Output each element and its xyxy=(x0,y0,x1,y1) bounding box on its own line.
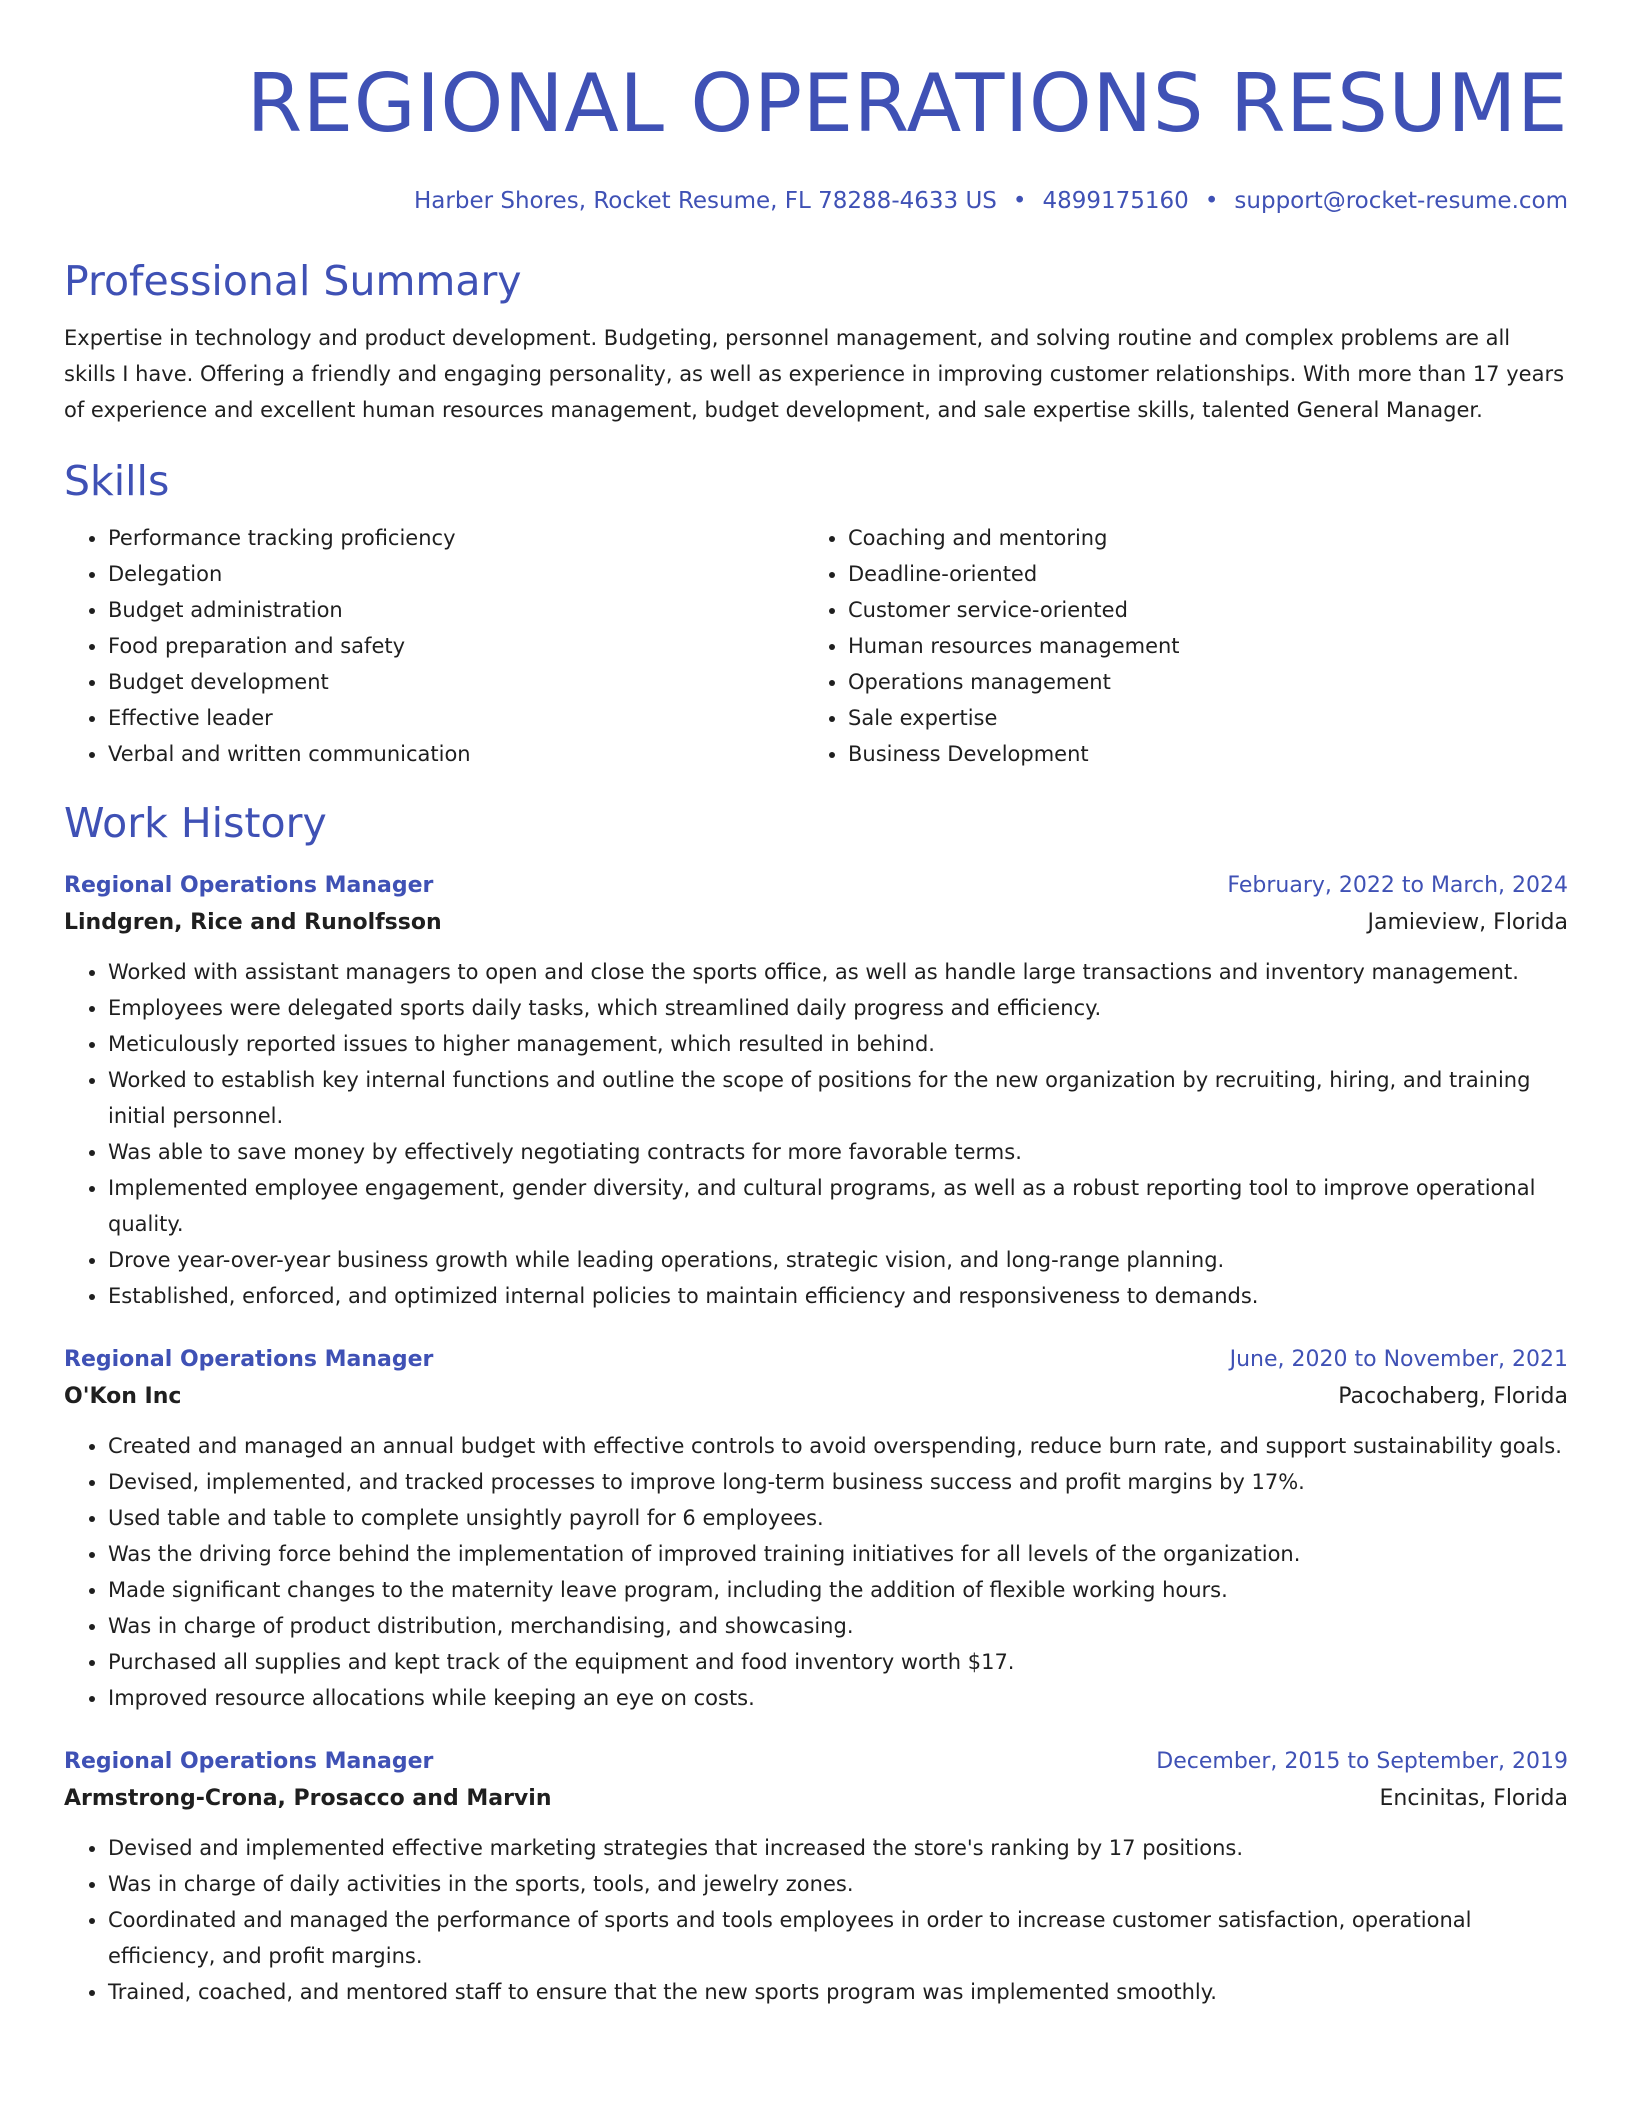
job-bullet: • Was able to save money by effectively negotiating contracts for more favorable terms. xyxy=(108,1134,1568,1170)
skill-item: • Customer service-oriented xyxy=(848,592,1544,628)
work-history-heading: Work History xyxy=(64,799,327,847)
skill-item: • Food preparation and safety xyxy=(108,628,804,664)
job-bullet: • Made significant changes to the maternity leave program, including the addition of flexible working hours. xyxy=(108,1572,1568,1608)
contact-line xyxy=(64,186,1568,216)
contact-separator: • xyxy=(1012,188,1027,214)
job-bullet: • Worked with assistant managers to open and close the sports office, as well as handle large transactions and inventory management. xyxy=(108,954,1568,990)
job-title: Regional Operations Manager xyxy=(64,1347,434,1372)
skill-item: • Verbal and written communication xyxy=(108,736,804,772)
job-bullet: • Was the driving force behind the implementation of improved training initiatives for all levels of the organization. xyxy=(108,1536,1568,1572)
resume-header xyxy=(64,56,1568,216)
job-title-row xyxy=(64,1744,1568,1780)
job-bullet: • Coordinated and managed the performance of sports and tools employees in order to increase customer satisfaction, operational efficiency, and profit margins. xyxy=(108,1902,1568,1974)
job-bullet: • Devised and implemented effective marketing strategies that increased the store's ranking by 17 positions. xyxy=(108,1830,1568,1866)
skill-item: • Delegation xyxy=(108,556,804,592)
job-bullet: • Devised, implemented, and tracked processes to improve long-term business success and profit margins by 17%. xyxy=(108,1464,1568,1500)
job-location: Jamieview, Florida xyxy=(1367,910,1568,935)
skill-item: • Performance tracking proficiency xyxy=(108,520,804,556)
skill-item: • Operations management xyxy=(848,664,1544,700)
contact-address: Harber Shores, Rocket Resume, FL 78288-4633 US xyxy=(414,188,997,214)
job-entry xyxy=(64,1744,1568,2010)
job-location: Pacochaberg, Florida xyxy=(1338,1384,1568,1409)
contact-separator: • xyxy=(1204,188,1219,214)
summary-heading: Professional Summary xyxy=(64,257,522,305)
job-bullets xyxy=(64,954,1568,1314)
job-bullet: • Was in charge of product distribution, merchandising, and showcasing. xyxy=(108,1608,1568,1644)
job-bullets xyxy=(64,1428,1568,1716)
job-company: O'Kon Inc xyxy=(64,1384,182,1409)
job-entry xyxy=(64,1342,1568,1716)
job-title-row xyxy=(64,868,1568,904)
job-company: Armstrong-Crona, Prosacco and Marvin xyxy=(64,1786,552,1811)
job-company-row xyxy=(64,1780,1568,1818)
skills-heading: Skills xyxy=(64,457,170,505)
resume-title: REGIONAL OPERATIONS RESUME xyxy=(246,57,1568,150)
skill-item: • Budget administration xyxy=(108,592,804,628)
skill-item: • Business Development xyxy=(848,736,1544,772)
skills-list xyxy=(64,520,1568,772)
skill-item: • Effective leader xyxy=(108,700,804,736)
skill-item: • Budget development xyxy=(108,664,804,700)
skill-item: • Human resources management xyxy=(848,628,1544,664)
job-bullet: • Used table and table to complete unsightly payroll for 6 employees. xyxy=(108,1500,1568,1536)
job-bullet: • Trained, coached, and mentored staff to ensure that the new sports program was implemented smoothly. xyxy=(108,1974,1568,2010)
job-bullet: • Created and managed an annual budget with effective controls to avoid overspending, reduce burn rate, and support sustainability goals. xyxy=(108,1428,1568,1464)
job-bullet: • Employees were delegated sports daily tasks, which streamlined daily progress and efficiency. xyxy=(108,990,1568,1026)
contact-phone: 4899175160 xyxy=(1042,188,1189,214)
job-title-row xyxy=(64,1342,1568,1378)
job-entry xyxy=(64,868,1568,1314)
job-bullet: • Implemented employee engagement, gender diversity, and cultural programs, as well as a robust reporting tool to improve operational quality. xyxy=(108,1170,1568,1242)
job-bullet: • Meticulously reported issues to higher management, which resulted in behind. xyxy=(108,1026,1568,1062)
job-company-row xyxy=(64,904,1568,942)
skills-column-left xyxy=(64,520,804,772)
job-dates: June, 2020 to November, 2021 xyxy=(1229,1347,1568,1372)
job-company-row xyxy=(64,1378,1568,1416)
job-bullet: • Worked to establish key internal functions and outline the scope of positions for the new organization by recruiting, hiring, and training initial personnel. xyxy=(108,1062,1568,1134)
skill-item: • Coaching and mentoring xyxy=(848,520,1544,556)
job-bullets xyxy=(64,1830,1568,2010)
job-dates: February, 2022 to March, 2024 xyxy=(1227,873,1568,898)
job-bullet: • Was in charge of daily activities in the sports, tools, and jewelry zones. xyxy=(108,1866,1568,1902)
job-location: Encinitas, Florida xyxy=(1379,1786,1568,1811)
job-bullet: • Purchased all supplies and kept track of the equipment and food inventory worth $17. xyxy=(108,1644,1568,1680)
job-title: Regional Operations Manager xyxy=(64,873,434,898)
job-dates: December, 2015 to September, 2019 xyxy=(1156,1749,1568,1774)
job-title: Regional Operations Manager xyxy=(64,1749,434,1774)
skills-column-right xyxy=(804,520,1544,772)
job-bullet: • Established, enforced, and optimized internal policies to maintain efficiency and responsiveness to demands. xyxy=(108,1278,1568,1314)
summary-text: Expertise in technology and product development. Budgeting, personnel management, and solving routine and complex problems are all skills I have. Offering a friendly and engaging personality, as well as experience in improving customer relationships. With more than 17 years of experience and excellent human resources management, budget development, and sale expertise skills, talented General Manager. xyxy=(64,326,1565,422)
contact-email[interactable]: support@rocket-resume.com xyxy=(1234,188,1568,214)
job-company: Lindgren, Rice and Runolfsson xyxy=(64,910,442,935)
job-bullet: • Drove year-over-year business growth while leading operations, strategic vision, and long-range planning. xyxy=(108,1242,1568,1278)
skill-item: • Deadline-oriented xyxy=(848,556,1544,592)
job-bullet: • Improved resource allocations while keeping an eye on costs. xyxy=(108,1680,1568,1716)
skill-item: • Sale expertise xyxy=(848,700,1544,736)
